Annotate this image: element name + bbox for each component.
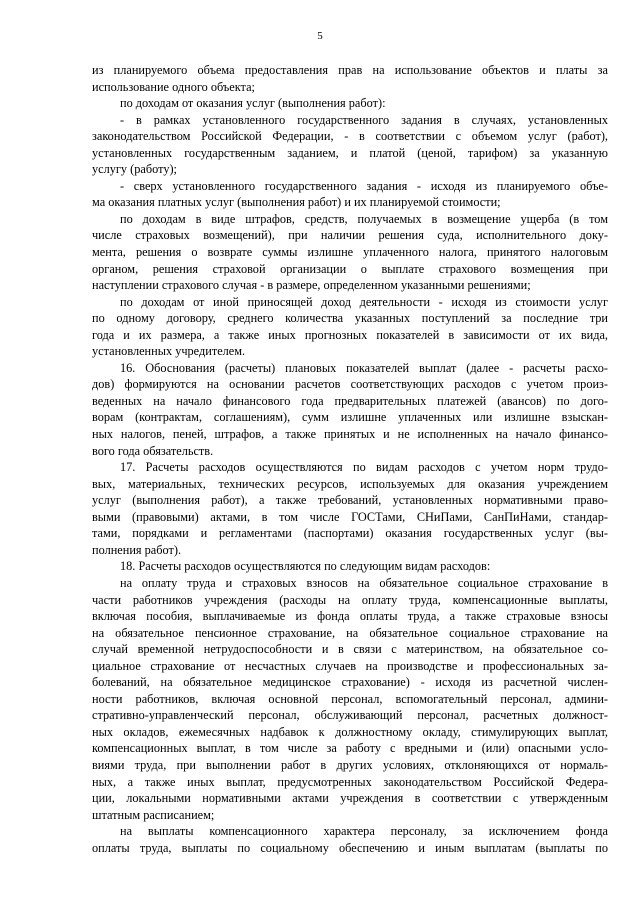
text-line: выми (правовыми) актами, в том числе ГОСТами, СНиПами, СанПиНами, стандар- [92, 509, 608, 524]
text-line: включая пособия, выплачиваемые из фонда оплаты труда, а также страховые взносы [92, 609, 608, 624]
text-line: законодательством Российской Федерации, - в соответствии с объемом услуг (работ), [92, 129, 608, 144]
text-line: - сверх установленного государственного задания - исходя из планируемого объе- [120, 178, 608, 193]
text-line: ворам (контрактам, соглашениям), сумм излишне уплаченных или излишне взыскан- [92, 410, 608, 425]
text-line: ных налогов, пеней, штрафов, а также принятых и не исполненных на начало финансо- [92, 427, 608, 442]
text-line: дов) формируются на основании расчетов соответствующих расходов с учетом произ- [92, 377, 608, 392]
text-line: из планируемого объема предоставления прав на использование объектов и платы за [92, 63, 608, 77]
text-line: по одному договору, среднего количества указанных поступлений за последние три [92, 311, 608, 326]
text-line: случай временной нетрудоспособности и в связи с материнством, на обязательное со- [92, 642, 608, 657]
text-line: стративно-управленческий персонал, обслуживающий персонал, расчетных должност- [92, 708, 608, 723]
text-line: ных, а также иных выплат, предусмотренных законодательством Российской Федера- [92, 774, 608, 789]
text-line: циальное страхование от несчастных случаев на производстве и профессиональных за- [92, 658, 608, 673]
text-line: 17. Расчеты расходов осуществляются по видам расходов с учетом норм трудо- [120, 460, 608, 475]
text-line: на обязательное пенсионное страхование, на обязательное социальное страхование на [92, 625, 608, 640]
document-body-text [92, 62, 608, 856]
text-line: ных окладов, ежемесячных надбавок к должностному окладу, стимулирующих выплат, [92, 724, 608, 739]
text-line: года и их размера, а также иных прогнозных показателей в зависимости от их вида, [92, 327, 608, 342]
text-line: 18. Расчеты расходов осуществляются по следующим видам расходов: [120, 559, 491, 574]
text-line: наступлении страхового случая - в размере, определенном указанными решениями; [92, 278, 531, 293]
text-line: ма оказания платных услуг (выполнения работ) и их планируемой стоимости; [92, 195, 501, 210]
text-line: болеваний, на обязательное медицинское страхование) - исходя из расчетной числен- [92, 675, 608, 690]
text-line: ности работников, включая основной персонал, вспомогательный персонал, админи- [92, 691, 608, 706]
text-line: штатным расписанием; [92, 807, 215, 822]
text-line: вых, материальных, технических ресурсов, используемых для оказания учреждением [92, 476, 608, 491]
text-line: ции, локальными нормативными актами учреждения в соответствии с утвержденным [92, 791, 608, 806]
text-line: услугу (работу); [92, 162, 177, 177]
text-line: по доходам от оказания услуг (выполнения работ): [120, 96, 386, 111]
text-line: - в рамках установленного государственного задания в случаях, установленных [120, 112, 608, 127]
text-line: веденных на начало финансового года предварительных платежей (авансов) по дого- [92, 393, 608, 408]
text-line: числе страховых возмещений), при наличии решения суда, исполнительного доку- [92, 228, 608, 243]
text-line: установленных учредителем. [92, 344, 246, 359]
text-line: вого года обязательств. [92, 443, 214, 458]
text-line: использование одного объекта; [92, 79, 255, 94]
text-line: услуг (выполнения работ), а также требований, установленных нормативными право- [92, 493, 608, 508]
text-line: органом, решения страховой организации о выплате страхового возмещения при [92, 261, 608, 276]
text-line: части работников учреждения (расходы на оплату труда, компенсационные выплаты, [92, 592, 608, 607]
text-line: компенсационных выплат, в том числе за работу с вредными и (или) опасными усло- [92, 741, 608, 756]
text-line: по доходам от иной приносящей доход деятельности - исходя из стоимости услуг [120, 294, 608, 309]
page-number: 5 [317, 30, 323, 42]
text-line: установленных государственным заданием, и платой (ценой, тарифом) за указанную [92, 145, 608, 160]
text-line: по доходам в виде штрафов, средств, получаемых в возмещение ущерба (в том [120, 211, 608, 226]
text-line: на оплату труда и страховых взносов на обязательное социальное страхование в [120, 575, 608, 590]
text-line: 16. Обоснования (расчеты) плановых показателей выплат (далее - расчеты расхо- [120, 360, 608, 375]
text-line: на выплаты компенсационного характера персоналу, за исключением фонда [120, 824, 608, 839]
text-line: мента, решения о возврате суммы излишне уплаченного налога, принятого налоговым [92, 245, 608, 260]
text-line: оплаты труда, выплаты по социальному обеспечению и иным выплатам (выплаты по [92, 840, 608, 855]
text-line: тами, порядками и регламентами (паспортами) оказания государственных услуг (вы- [92, 526, 608, 541]
text-line: виями труда, при выполнении работ в других условиях, отклоняющихся от нормаль- [92, 757, 608, 772]
text-line: полнения работ). [92, 542, 182, 557]
